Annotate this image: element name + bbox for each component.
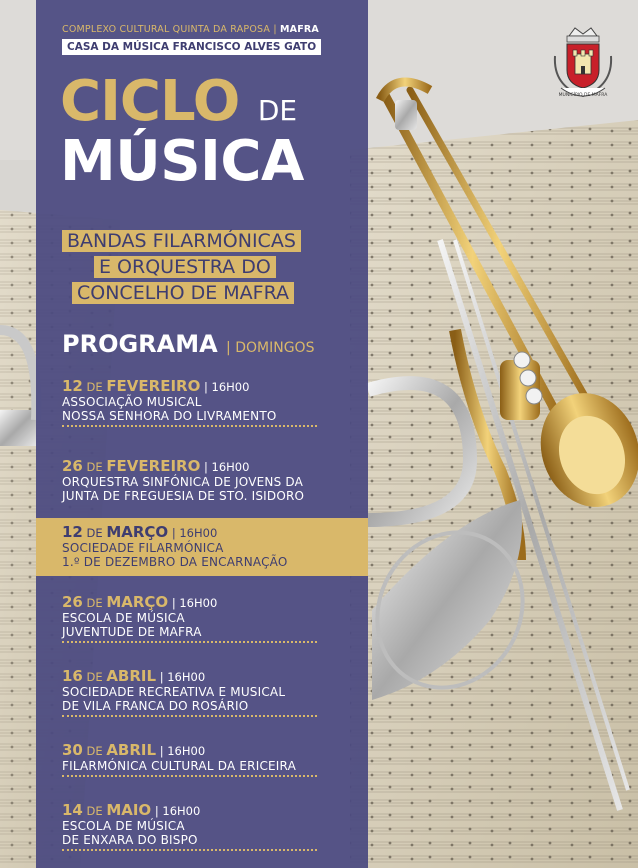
- event-time: | 16H00: [159, 744, 206, 758]
- divider: [62, 849, 317, 851]
- event-day: 14: [62, 801, 83, 819]
- house-name: CASA DA MÚSICA FRANCISCO ALVES GATO: [62, 39, 321, 55]
- event-month: FEVEREIRO: [106, 377, 201, 395]
- event-month: MARÇO: [106, 593, 169, 611]
- venue-line: COMPLEXO CULTURAL QUINTA DA RAPOSA | MAFRA: [62, 24, 319, 35]
- event-item: 26 DE FEVEREIRO | 16H00 ORQUESTRA SINFÓNICA DE JOVENS DA JUNTA DE FREGUESIA DE STO. ISIDORO: [62, 457, 305, 503]
- programa-days: | DOMINGOS: [226, 340, 315, 356]
- title-musica: MÚSICA: [60, 129, 304, 194]
- event-day: 26: [62, 457, 83, 475]
- subtitle-line-3: CONCELHO DE MAFRA: [72, 282, 294, 304]
- mafra-crest-icon: [547, 26, 619, 106]
- event-item: 12 DE MARÇO | 16H00 SOCIEDADE FILARMÓNICA 1.º DE DEZEMBRO DA ENCARNAÇÃO: [62, 523, 288, 569]
- divider: [62, 425, 317, 427]
- event-month: MARÇO: [106, 523, 169, 541]
- event-time: | 16H00: [171, 596, 218, 610]
- event-month: FEVEREIRO: [106, 457, 201, 475]
- event-item: 12 DE FEVEREIRO | 16H00 ASSOCIAÇÃO MUSICAL NOSSA SENHORA DO LIVRAMENTO: [62, 378, 360, 427]
- event-time: | 16H00: [204, 380, 250, 394]
- subtitle-line-2: E ORQUESTRA DO: [94, 256, 276, 278]
- programa-label: PROGRAMA: [62, 330, 218, 358]
- event-month: ABRIL: [106, 741, 157, 759]
- crest-ribbon-text: MUNICÍPIO DE MAFRA: [558, 93, 608, 98]
- divider: [62, 775, 317, 777]
- event-day: 16: [62, 667, 83, 685]
- title-ciclo-word: CICLO: [60, 69, 240, 134]
- event-item: 26 DE MARÇO | 16H00 ESCOLA DE MÚSICA JUVENTUDE DE MAFRA: [62, 594, 360, 643]
- event-item: 16 DE ABRIL | 16H00 SOCIEDADE RECREATIVA E MUSICAL DE VILA FRANCA DO ROSÁRIO: [62, 668, 360, 717]
- event-month: ABRIL: [106, 667, 157, 685]
- subtitle-line-1: BANDAS FILARMÓNICAS: [62, 230, 301, 252]
- event-time: | 16H00: [159, 670, 206, 684]
- event-day: 12: [62, 523, 83, 541]
- event-day: 12: [62, 377, 83, 395]
- event-day: 30: [62, 741, 83, 759]
- programa-heading: [62, 330, 314, 358]
- title-de: DE: [257, 94, 298, 127]
- divider: [62, 641, 317, 643]
- event-time: | 16H00: [154, 804, 201, 818]
- event-time: | 16H00: [171, 526, 218, 540]
- divider: [62, 715, 317, 717]
- event-item: 14 DE MAIO | 16H00 ESCOLA DE MÚSICA DE ENXARA DO BISPO: [62, 802, 360, 851]
- event-day: 26: [62, 593, 83, 611]
- event-month: MAIO: [106, 801, 152, 819]
- event-time: | 16H00: [204, 460, 250, 474]
- event-item: 30 DE ABRIL | 16H00 FILARMÓNICA CULTURAL DA ERICEIRA: [62, 742, 360, 777]
